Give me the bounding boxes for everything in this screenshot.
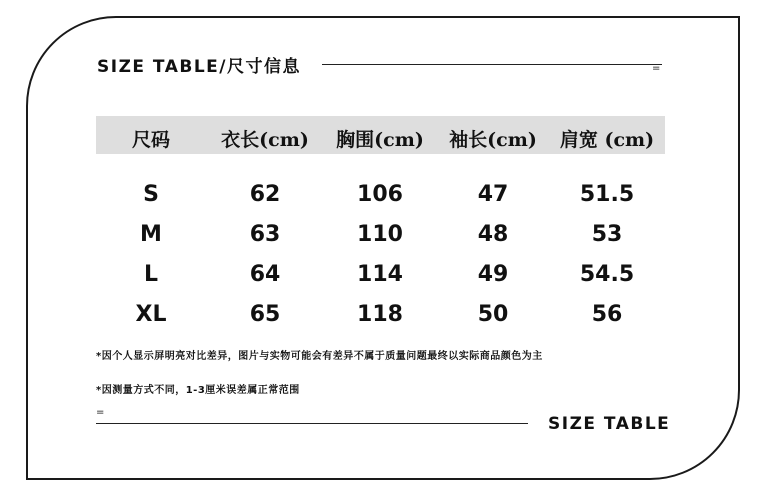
- table-cell: XL: [135, 302, 167, 327]
- table-cell: S: [143, 182, 159, 207]
- table-cell: M: [140, 222, 162, 247]
- column-header-sleeve: 袖长(cm): [449, 129, 537, 151]
- table-cell: 56: [591, 302, 623, 327]
- table-cell: 53: [591, 222, 623, 247]
- rounded-frame: [26, 16, 740, 480]
- table-cell: 47: [477, 182, 509, 207]
- column-header-length: 衣长(cm): [221, 129, 309, 151]
- table-cell: 110: [357, 222, 403, 247]
- table-cell: L: [143, 262, 159, 287]
- column-header-shoulder: 肩宽 (cm): [559, 129, 655, 151]
- table-cell: 48: [477, 222, 509, 247]
- footer-mark: =: [96, 407, 105, 418]
- note-display-difference: *因个人显示屏明亮对比差异，图片与实物可能会有差异不属于质量问题最终以实际商品颜色为主: [96, 351, 543, 362]
- header-mark: =: [652, 63, 661, 74]
- column-header-chest: 胸围(cm): [336, 129, 424, 151]
- table-cell: 62: [249, 182, 281, 207]
- table-cell: 54.5: [579, 262, 635, 287]
- table-cell: 50: [477, 302, 509, 327]
- header-title: SIZE TABLE/尺寸信息: [97, 57, 301, 77]
- footer-divider: [96, 423, 528, 424]
- table-cell: 49: [477, 262, 509, 287]
- table-cell: 63: [249, 222, 281, 247]
- note-measurement-error: *因测量方式不同，1-3厘米误差属正常范围: [96, 385, 300, 396]
- footer-title: SIZE TABLE: [548, 414, 671, 434]
- header-divider: [322, 64, 662, 65]
- table-cell: 118: [357, 302, 403, 327]
- column-header-size: 尺码: [131, 129, 170, 151]
- table-cell: 64: [249, 262, 281, 287]
- table-cell: 65: [249, 302, 281, 327]
- table-cell: 114: [357, 262, 403, 287]
- table-cell: 106: [357, 182, 403, 207]
- table-cell: 51.5: [579, 182, 635, 207]
